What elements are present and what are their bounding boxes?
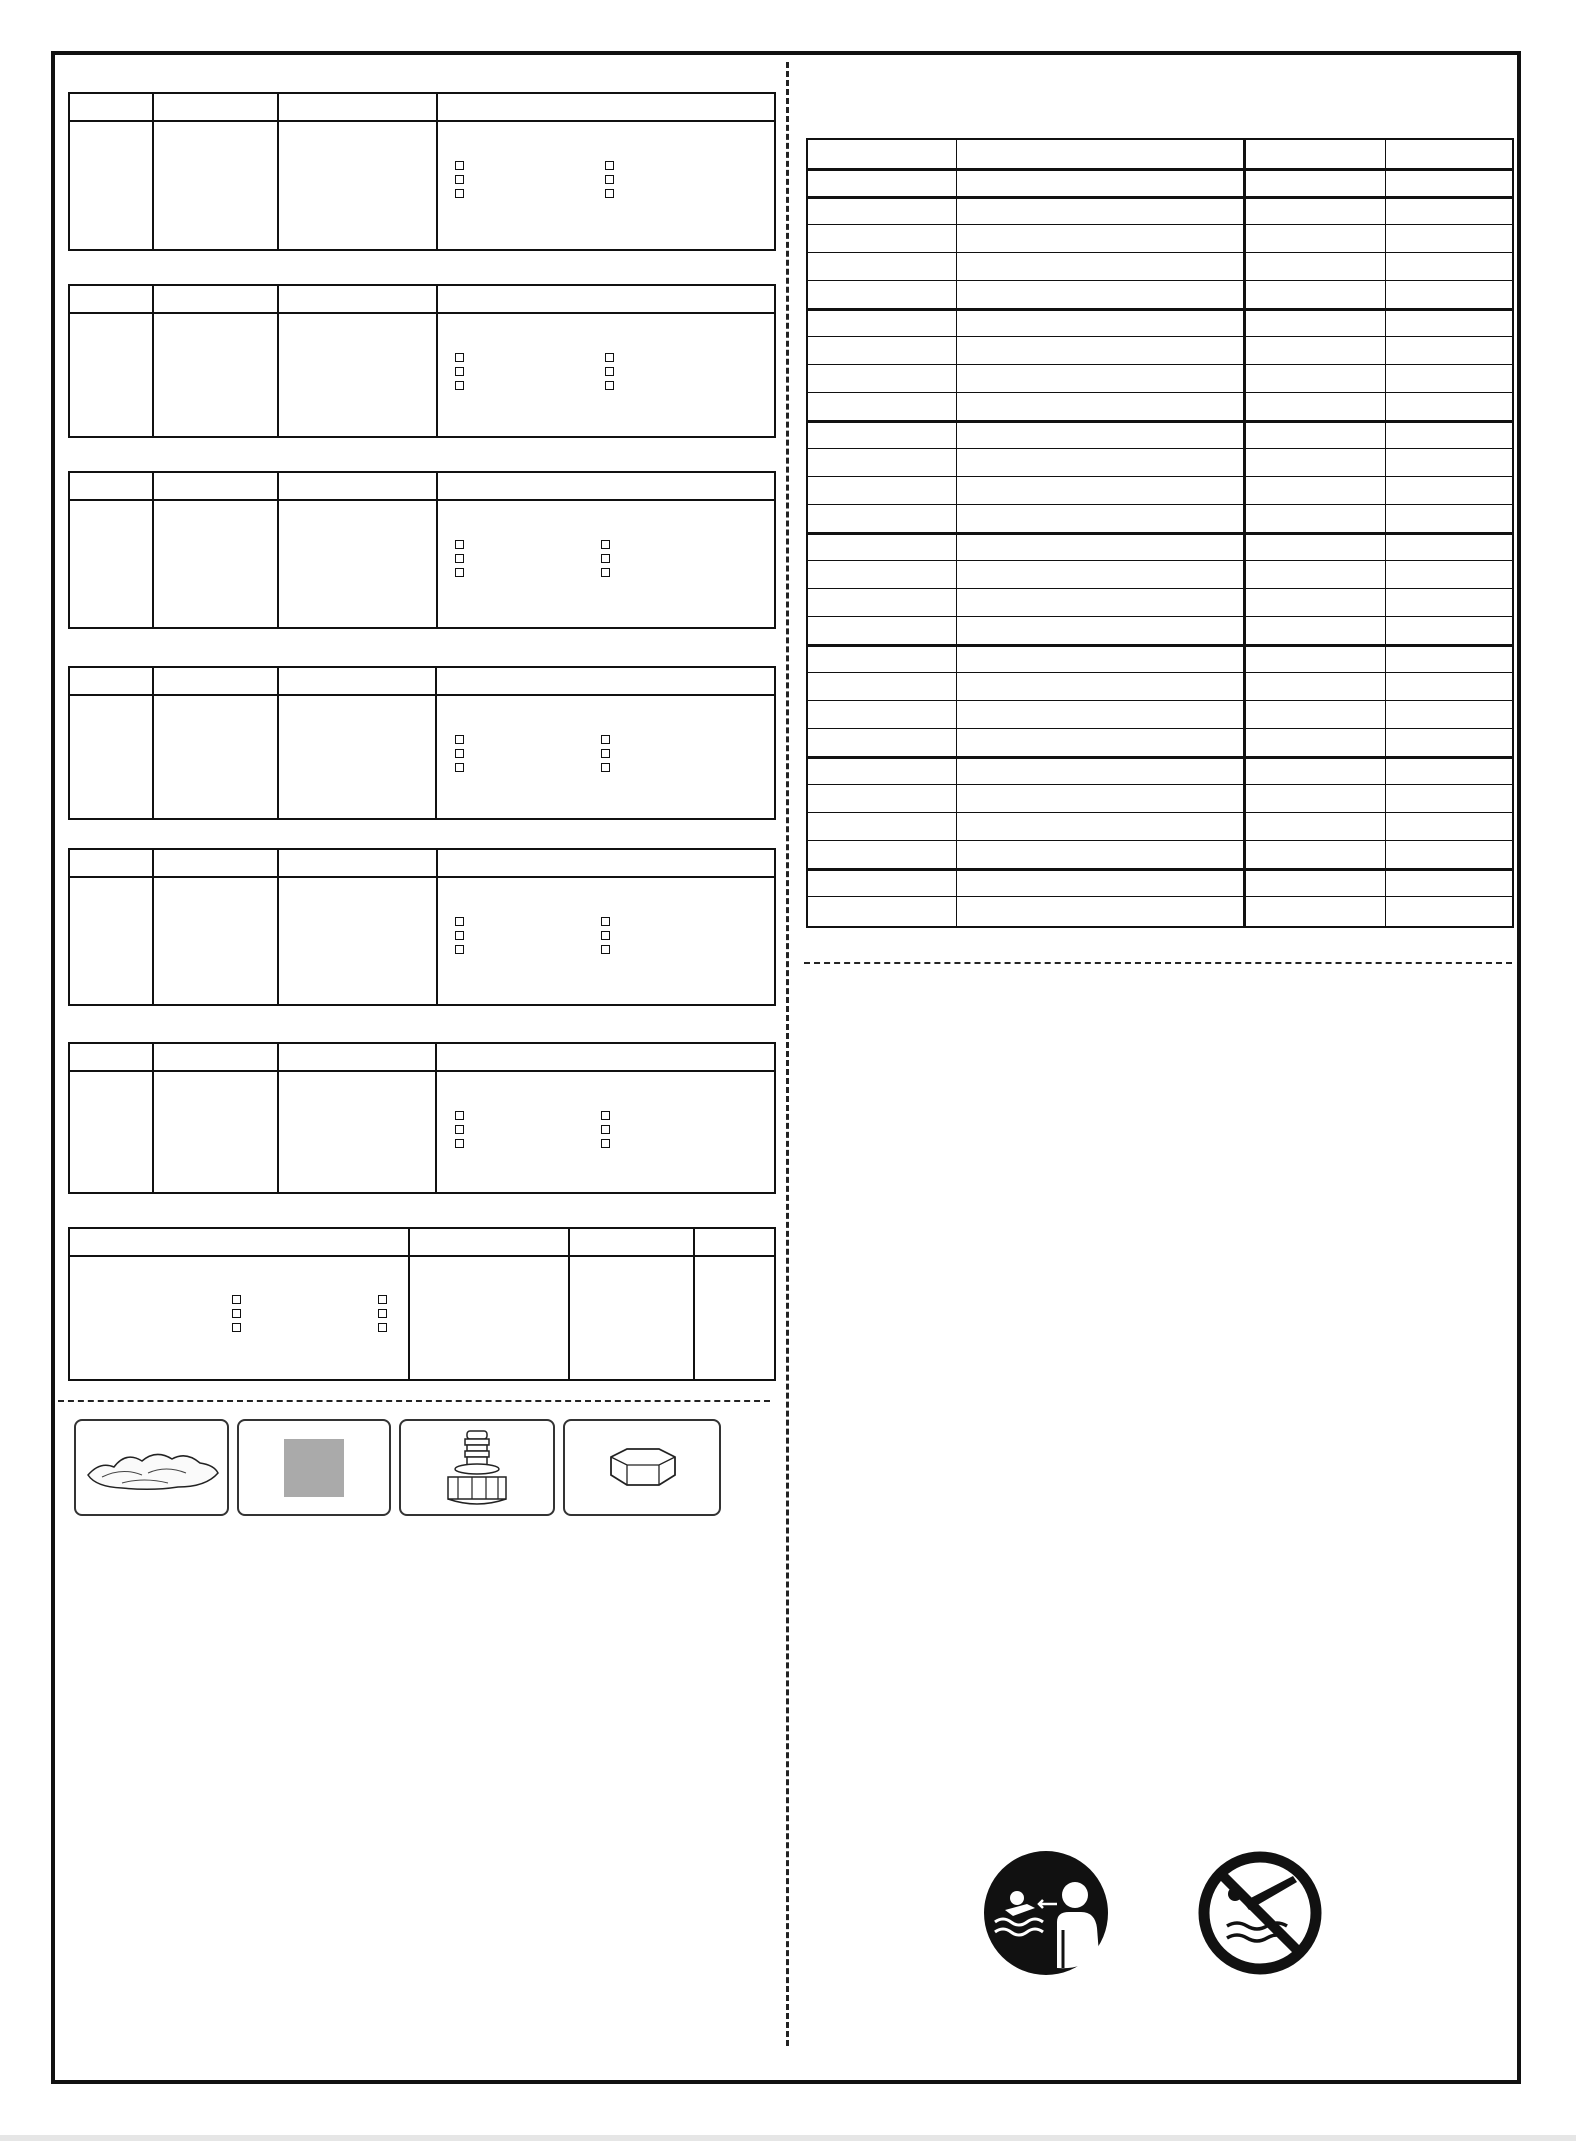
spec-row-line [808, 448, 1512, 449]
checkbox[interactable] [455, 353, 464, 362]
checkbox[interactable] [378, 1295, 387, 1304]
checkbox[interactable] [455, 540, 464, 549]
spec-row-line [808, 588, 1512, 589]
order-table [68, 471, 776, 629]
checkbox-group [455, 161, 464, 198]
checkbox[interactable] [455, 945, 464, 954]
order-summary-table [68, 1227, 776, 1381]
checkbox-group [378, 1295, 387, 1332]
checkbox[interactable] [455, 735, 464, 744]
spec-row-line [808, 168, 1512, 171]
checkbox-group [455, 540, 464, 577]
checkbox[interactable] [455, 554, 464, 563]
spec-row-line [808, 700, 1512, 701]
checkbox[interactable] [601, 735, 610, 744]
spec-row-line [808, 476, 1512, 477]
checkbox[interactable] [601, 568, 610, 577]
checkbox[interactable] [455, 1125, 464, 1134]
order-table [68, 1042, 776, 1194]
part-valve-cap [563, 1419, 721, 1516]
part-patch [237, 1419, 391, 1516]
checkbox[interactable] [455, 917, 464, 926]
checkbox[interactable] [232, 1323, 241, 1332]
checkbox[interactable] [455, 1139, 464, 1148]
checkbox[interactable] [601, 749, 610, 758]
checkbox[interactable] [601, 1125, 610, 1134]
spec-row-line [808, 504, 1512, 505]
checkbox-group [455, 917, 464, 954]
spec-row-line [808, 336, 1512, 337]
checkbox[interactable] [601, 1111, 610, 1120]
checkbox[interactable] [378, 1309, 387, 1318]
spec-row-line [808, 420, 1512, 423]
spec-row-line [808, 840, 1512, 841]
order-table [68, 666, 776, 820]
valve-cap-icon [597, 1443, 687, 1493]
checkbox-group [455, 1111, 464, 1148]
checkbox[interactable] [455, 175, 464, 184]
order-table [68, 92, 776, 251]
spec-row-line [808, 560, 1512, 561]
checkbox-group [605, 353, 614, 390]
spec-row-line [808, 784, 1512, 785]
checkbox[interactable] [378, 1323, 387, 1332]
spec-row-line [808, 252, 1512, 253]
checkbox[interactable] [601, 1139, 610, 1148]
checkbox[interactable] [455, 568, 464, 577]
checkbox[interactable] [455, 763, 464, 772]
checkbox-group [601, 917, 610, 954]
checkbox[interactable] [455, 749, 464, 758]
checkbox[interactable] [605, 189, 614, 198]
spec-row-line [808, 532, 1512, 535]
section-divider-right [804, 962, 1512, 964]
spec-row-line [808, 224, 1512, 225]
checkbox-group [232, 1295, 241, 1332]
checkbox[interactable] [232, 1295, 241, 1304]
checkbox[interactable] [605, 161, 614, 170]
checkbox-group [601, 540, 610, 577]
spec-row-line [808, 728, 1512, 729]
checkbox-group [455, 735, 464, 772]
spec-row-line [808, 672, 1512, 673]
checkbox-group [605, 161, 614, 198]
drain-plug-icon [432, 1425, 522, 1511]
spec-row-line [808, 392, 1512, 393]
bottom-scan-strip [0, 2135, 1576, 2141]
spec-row-line [808, 308, 1512, 311]
spec-row-line [808, 868, 1512, 871]
spec-row-line [808, 756, 1512, 759]
spec-row-line [808, 616, 1512, 617]
checkbox-group [455, 353, 464, 390]
checkbox[interactable] [605, 367, 614, 376]
part-drain-plug [399, 1419, 555, 1516]
checkbox[interactable] [601, 554, 610, 563]
supervise-children-icon [983, 1850, 1109, 1976]
checkbox[interactable] [601, 917, 610, 926]
spec-row-line [808, 896, 1512, 897]
checkbox[interactable] [601, 763, 610, 772]
checkbox[interactable] [601, 540, 610, 549]
part-pool-cover [74, 1419, 229, 1516]
column-divider [786, 62, 789, 2046]
spec-row-line [808, 812, 1512, 813]
spec-row-line [808, 196, 1512, 199]
spec-row-line [808, 280, 1512, 281]
checkbox-group [601, 735, 610, 772]
checkbox[interactable] [605, 353, 614, 362]
checkbox[interactable] [455, 381, 464, 390]
checkbox[interactable] [232, 1309, 241, 1318]
checkbox[interactable] [455, 161, 464, 170]
checkbox[interactable] [605, 381, 614, 390]
spec-row-line [808, 644, 1512, 647]
section-divider [58, 1400, 770, 1402]
checkbox[interactable] [455, 189, 464, 198]
cover-icon [82, 1443, 222, 1493]
checkbox[interactable] [601, 931, 610, 940]
spec-row-line [808, 364, 1512, 365]
checkbox[interactable] [455, 1111, 464, 1120]
checkbox[interactable] [605, 175, 614, 184]
checkbox-group [601, 1111, 610, 1148]
order-table [68, 848, 776, 1006]
order-table [68, 284, 776, 438]
specifications-table [806, 138, 1514, 928]
checkbox[interactable] [455, 931, 464, 940]
checkbox[interactable] [601, 945, 610, 954]
checkbox[interactable] [455, 367, 464, 376]
no-diving-icon [1197, 1850, 1323, 1976]
patch-icon [284, 1439, 344, 1497]
